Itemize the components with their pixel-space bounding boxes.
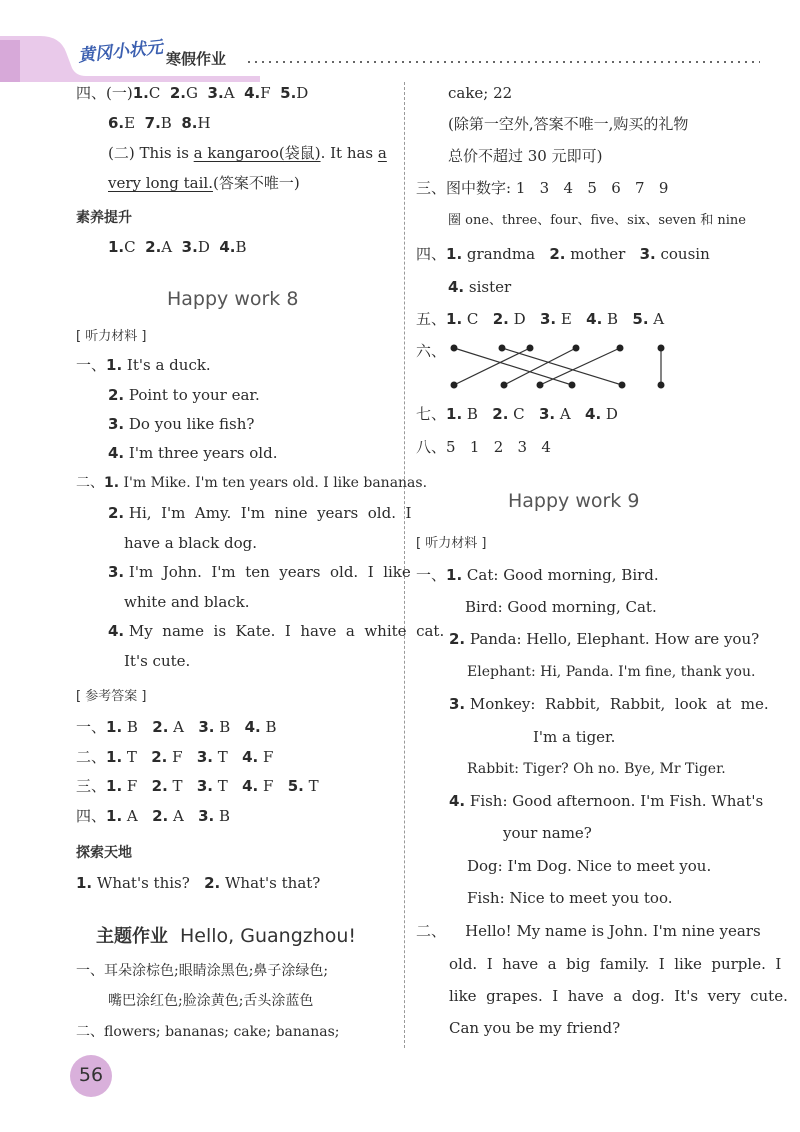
item-number: 1. <box>106 748 123 766</box>
text-segment: 三、图中数字: 1 3 4 5 6 7 9 <box>416 179 669 197</box>
text-segment: B <box>214 718 245 736</box>
text-segment: I'm three years old. <box>124 444 278 462</box>
theme-title-en: Hello, Guangzhou! <box>180 925 357 947</box>
text-segment: B <box>462 405 493 423</box>
item-number: 1. <box>104 475 120 491</box>
match-dot <box>537 382 544 389</box>
section-subheading: [ 听力材料 ] <box>76 329 147 344</box>
item-number: 1. <box>106 777 123 795</box>
section-heading: 素养提升 <box>76 210 132 226</box>
item-number: 4. <box>108 444 125 462</box>
left-line <box>76 358 211 373</box>
left-line <box>108 446 277 461</box>
text-segment: D <box>296 84 309 102</box>
right-line <box>467 859 711 874</box>
right-line <box>416 924 761 939</box>
match-dot <box>501 382 508 389</box>
text-segment: I'm Mike. I'm ten years old. I like bananas. <box>119 475 428 491</box>
text-segment: A <box>555 405 586 423</box>
item-number: 2. <box>152 718 169 736</box>
text-segment: Can you be my friend? <box>449 1019 621 1037</box>
text-segment: mother <box>565 245 640 263</box>
item-number: 3. <box>181 238 198 256</box>
item-number: 3. <box>449 695 466 713</box>
text-segment: T <box>122 748 152 766</box>
text-segment: 一、 <box>76 718 107 736</box>
item-number: 1. <box>76 874 93 892</box>
text-segment: What's this? <box>92 874 205 892</box>
text-segment: H <box>197 114 211 132</box>
text-segment: 二、flowers; bananas; cake; bananas; <box>76 1024 340 1040</box>
section-subheading: [ 参考答案 ] <box>76 689 147 704</box>
text-segment: old. I have a big family. I like purple. I <box>449 955 782 973</box>
left-line <box>76 720 277 735</box>
section-subheading: [ 听力材料 ] <box>416 536 487 551</box>
theme-title-cn: 主题作业 <box>96 926 168 947</box>
underlined-answer: a <box>377 144 387 162</box>
text-segment: Point to your ear. <box>124 386 260 404</box>
right-line <box>449 794 763 809</box>
left-line <box>108 146 387 161</box>
text-segment: What's that? <box>220 874 321 892</box>
right-line <box>449 1021 620 1036</box>
text-segment: C <box>148 84 170 102</box>
left-line <box>76 964 328 978</box>
text-segment: T <box>213 777 243 795</box>
item-number: 8. <box>181 114 198 132</box>
text-segment: (除第一空外,答案不唯一,购买的礼物 <box>448 115 689 133</box>
item-number: 5. <box>287 777 304 795</box>
text-segment: B <box>122 718 153 736</box>
match-line <box>540 348 620 385</box>
item-number: 3. <box>108 563 125 581</box>
left-line <box>108 506 411 521</box>
text-segment: 四、 <box>76 807 107 825</box>
item-number: 4. <box>449 792 466 810</box>
item-number: 5. <box>280 84 297 102</box>
right-line <box>503 826 592 841</box>
item-number: 3. <box>198 807 215 825</box>
right-line <box>448 117 688 132</box>
text-segment: grandma <box>462 245 550 263</box>
text-segment: 七、 <box>416 405 447 423</box>
item-number: 3. <box>198 718 215 736</box>
text-segment: My name is Kate. I have a white cat. <box>124 622 445 640</box>
item-number: 3. <box>538 405 556 423</box>
text-segment: Do you like fish? <box>124 415 255 433</box>
left-line <box>76 750 273 765</box>
text-segment: Rabbit: Tiger? Oh no. Bye, Mr Tiger. <box>467 761 726 777</box>
right-line <box>448 86 512 101</box>
text-segment: (答案不唯一) <box>212 174 300 192</box>
text-segment: I'm a tiger. <box>533 728 616 746</box>
right-line <box>449 632 759 647</box>
left-line <box>108 240 247 255</box>
underlined-answer: a kangaroo(袋鼠) <box>193 144 321 162</box>
item-number: 4. <box>244 84 261 102</box>
item-number: 3. <box>539 310 557 328</box>
text-segment: 四、 <box>416 245 447 263</box>
text-segment: 二、 <box>76 748 107 766</box>
right-line <box>449 957 781 972</box>
item-number: 2. <box>492 310 509 328</box>
text-segment: 二、 <box>76 475 104 491</box>
item-number: 1. <box>108 238 125 256</box>
text-segment: It's a duck. <box>122 356 211 374</box>
page-number: 56 <box>78 1064 104 1086</box>
text-segment: F <box>167 748 197 766</box>
text-segment: 五、 <box>416 310 447 328</box>
left-line <box>76 476 427 490</box>
right-line <box>467 891 672 906</box>
item-number: 2. <box>449 630 466 648</box>
text-segment: Fish: Good afternoon. I'm Fish. What's <box>465 792 764 810</box>
text-segment: Monkey: Rabbit, Rabbit, look at me. <box>465 695 769 713</box>
right-line <box>467 665 755 679</box>
left-line <box>76 1025 340 1039</box>
text-segment: 一、 <box>416 566 447 584</box>
item-number: 7. <box>144 114 161 132</box>
item-number: 4. <box>242 748 259 766</box>
item-number: 3. <box>639 245 656 263</box>
text-segment: A <box>122 807 153 825</box>
item-number: 2. <box>108 386 125 404</box>
left-line <box>124 536 257 551</box>
text-segment: Cat: Good morning, Bird. <box>462 566 659 584</box>
left-line <box>108 624 444 639</box>
match-dot <box>658 382 665 389</box>
text-segment: cousin <box>655 245 710 263</box>
text-segment: Panda: Hello, Elephant. How are you? <box>465 630 760 648</box>
match-dot <box>569 382 576 389</box>
text-segment: Bird: Good morning, Cat. <box>465 598 657 616</box>
item-number: 6. <box>108 114 125 132</box>
text-segment: T <box>167 777 197 795</box>
item-number: 1. <box>132 84 149 102</box>
item-number: 2. <box>151 777 168 795</box>
item-number: 2. <box>108 504 125 522</box>
item-number: 4. <box>586 310 603 328</box>
text-segment: A <box>223 84 245 102</box>
text-segment: Hi, I'm Amy. I'm nine years old. I <box>124 504 412 522</box>
text-segment: E <box>124 114 145 132</box>
right-line <box>416 568 659 583</box>
item-number: 1. <box>446 405 463 423</box>
match-line <box>454 348 530 385</box>
text-segment: E <box>556 310 587 328</box>
right-line <box>416 181 668 196</box>
matching-lines-diagram <box>440 338 680 392</box>
item-number: 1. <box>106 356 123 374</box>
text-segment: B <box>160 114 182 132</box>
item-number: 3. <box>108 415 125 433</box>
text-segment: Dog: I'm Dog. Nice to meet you. <box>467 857 712 875</box>
text-segment: D <box>508 310 540 328</box>
left-line <box>108 994 313 1008</box>
item-number: 1. <box>446 310 463 328</box>
right-line <box>448 149 602 164</box>
text-segment: 嘴巴涂红色;脸涂黄色;舌头涂蓝色 <box>108 993 314 1009</box>
text-segment: 三、 <box>76 777 107 795</box>
left-line <box>124 654 190 669</box>
text-segment: A <box>168 718 199 736</box>
item-number: 2. <box>152 807 169 825</box>
text-segment: Fish: Nice to meet you too. <box>467 889 673 907</box>
question-number-six: 六、 <box>416 342 447 360</box>
item-number: 2. <box>492 405 509 423</box>
item-number: 1. <box>106 807 123 825</box>
text-segment: D <box>601 405 618 423</box>
left-line <box>108 116 211 131</box>
item-number: 4. <box>585 405 602 423</box>
section-title: Happy work 9 <box>508 490 640 512</box>
item-number: 2. <box>204 874 221 892</box>
brand-logo: 黄冈小状元 <box>77 37 164 67</box>
item-number: 2. <box>145 238 162 256</box>
text-segment: 一、 <box>76 356 107 374</box>
right-line <box>449 989 788 1004</box>
text-segment: 总价不超过 30 元即可) <box>448 147 603 165</box>
item-number: 1. <box>446 566 463 584</box>
right-line <box>449 697 769 712</box>
right-line <box>465 600 657 615</box>
text-segment: C <box>508 405 539 423</box>
item-number: 2. <box>549 245 566 263</box>
item-number: 1. <box>106 718 123 736</box>
right-line <box>467 762 726 776</box>
match-line <box>454 348 572 385</box>
text-segment: B <box>602 310 633 328</box>
item-number: 4. <box>448 278 465 296</box>
text-segment: B <box>260 718 277 736</box>
right-line <box>533 730 615 745</box>
text-segment: T <box>303 777 319 795</box>
match-dot <box>658 345 665 352</box>
left-line <box>108 565 411 580</box>
section-title: Happy work 8 <box>167 288 299 310</box>
left-line <box>76 809 230 824</box>
text-segment: F <box>260 84 281 102</box>
text-segment: G <box>186 84 208 102</box>
match-dot <box>499 345 506 352</box>
right-line <box>416 247 710 262</box>
header-tab-shape-dark <box>0 40 20 82</box>
item-number: 3. <box>207 84 224 102</box>
text-segment: white and black. <box>124 593 250 611</box>
text-segment: cake; 22 <box>448 84 513 102</box>
text-segment: Elephant: Hi, Panda. I'm fine, thank you. <box>467 664 756 680</box>
text-segment: It's cute. <box>124 652 191 670</box>
text-segment: D <box>197 238 220 256</box>
text-segment: F <box>258 748 274 766</box>
item-number: 4. <box>242 777 259 795</box>
item-number: 4. <box>244 718 261 736</box>
right-line <box>448 280 511 295</box>
theme-title <box>96 927 356 946</box>
text-segment: have a black dog. <box>124 534 258 552</box>
text-segment: . It has <box>320 144 378 162</box>
text-segment: A <box>168 807 199 825</box>
item-number: 3. <box>196 777 213 795</box>
item-number: 5. <box>632 310 649 328</box>
text-segment: sister <box>464 278 512 296</box>
left-line <box>76 86 308 101</box>
text-segment: A <box>648 310 665 328</box>
text-segment: your name? <box>503 824 592 842</box>
item-number: 4. <box>108 622 125 640</box>
match-dot <box>451 345 458 352</box>
text-segment: C <box>124 238 146 256</box>
text-segment: F <box>122 777 152 795</box>
text-segment: I'm John. I'm ten years old. I like <box>124 563 411 581</box>
right-line <box>416 440 551 455</box>
text-segment: C <box>462 310 493 328</box>
text-segment: 四、(一) <box>76 84 133 102</box>
match-dot <box>619 382 626 389</box>
item-number: 1. <box>446 245 463 263</box>
match-dot <box>451 382 458 389</box>
right-line <box>416 312 664 327</box>
item-number: 3. <box>196 748 213 766</box>
item-number: 4. <box>219 238 236 256</box>
item-number: 2. <box>169 84 187 102</box>
text-segment: 一、耳朵涂棕色;眼睛涂黑色;鼻子涂绿色; <box>76 963 329 979</box>
match-dot <box>527 345 534 352</box>
text-segment: like grapes. I have a dog. It's very cute. <box>449 987 788 1005</box>
left-line <box>108 176 300 191</box>
left-line <box>108 417 254 432</box>
text-segment: B <box>235 238 247 256</box>
left-line <box>76 876 320 891</box>
right-line <box>416 407 618 422</box>
text-segment: A <box>161 238 182 256</box>
left-line <box>108 388 260 403</box>
text-segment: 二、 Hello! My name is John. I'm nine years <box>416 922 761 940</box>
item-number: 2. <box>151 748 168 766</box>
underlined-answer: very long tail. <box>108 174 213 192</box>
match-dot <box>617 345 624 352</box>
text-segment: 八、5 1 2 3 4 <box>416 438 551 456</box>
text-segment: F <box>258 777 288 795</box>
match-line <box>502 348 622 385</box>
text-segment: B <box>214 807 231 825</box>
section-heading: 探索天地 <box>76 845 132 861</box>
text-segment: 圈 one、three、four、five、six、seven 和 nine <box>448 213 746 228</box>
header-subtitle: 寒假作业 <box>166 50 227 68</box>
left-line <box>76 779 319 794</box>
text-segment: T <box>213 748 243 766</box>
match-dot <box>573 345 580 352</box>
text-segment: (二) This is <box>108 144 194 162</box>
right-line <box>448 214 746 227</box>
left-line <box>124 595 250 610</box>
